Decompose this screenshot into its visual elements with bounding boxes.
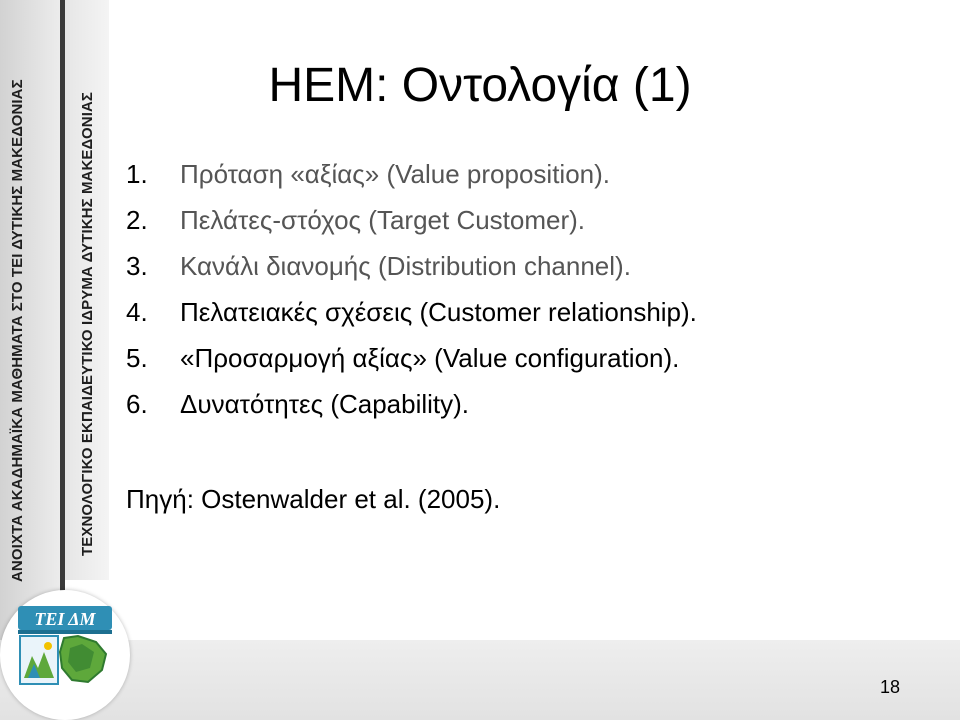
list-item-text: Πρόταση «αξίας» (Value proposition). [180, 159, 611, 189]
list-item [126, 151, 697, 197]
list-item [126, 197, 697, 243]
list-item [126, 289, 697, 335]
list-item [126, 381, 697, 427]
list-item-text: Δυνατότητες (Capability). [180, 389, 470, 419]
footer-bar [0, 640, 960, 720]
list-item-number: 1. [126, 159, 148, 189]
list-item-number: 6. [126, 389, 148, 419]
list-item-text: Πελάτες-στόχος (Target Customer). [180, 205, 586, 235]
list-item-number: 3. [126, 251, 148, 281]
list-item-text: «Προσαρμογή αξίας» (Value configuration). [180, 343, 680, 373]
slide-title: HEM: Οντολογία (1) [268, 59, 692, 112]
list-item-number: 5. [126, 343, 148, 373]
list-item-text: Πελατειακές σχέσεις (Customer relationship). [180, 297, 697, 327]
sidebar-outer-text: ΑΝΟΙΧΤΑ ΑΚΑΔΗΜΑΪΚΑ ΜΑΘΗΜΑΤΑ ΣΤΟ ΤΕΙ ΔΥΤΙΚΗΣ ΜΑΚΕΔΟΝΙΑΣ [9, 79, 26, 582]
page-number: 18 [880, 677, 901, 697]
list-item-text: Κανάλι διανομής (Distribution channel). [180, 251, 631, 281]
list-item-number: 2. [126, 205, 148, 235]
list-item [126, 243, 697, 289]
logo-text: ΤΕΙ ΔΜ [34, 609, 96, 629]
list-item-number: 4. [126, 297, 148, 327]
sidebar-inner-text: ΤΕΧΝΟΛΟΓΙΚΟ ΕΚΠΑΙΔΕΥΤΙΚΟ ΙΔΡΥΜΑ ΔΥΤΙΚΗΣ ΜΑΚΕΔΟΝΙΑΣ [79, 91, 96, 556]
ontology-list [126, 151, 697, 427]
list-item [126, 335, 697, 381]
tei-dm-logo-icon [18, 598, 112, 688]
source-citation: Πηγή: Ostenwalder et al. (2005). [126, 484, 501, 514]
